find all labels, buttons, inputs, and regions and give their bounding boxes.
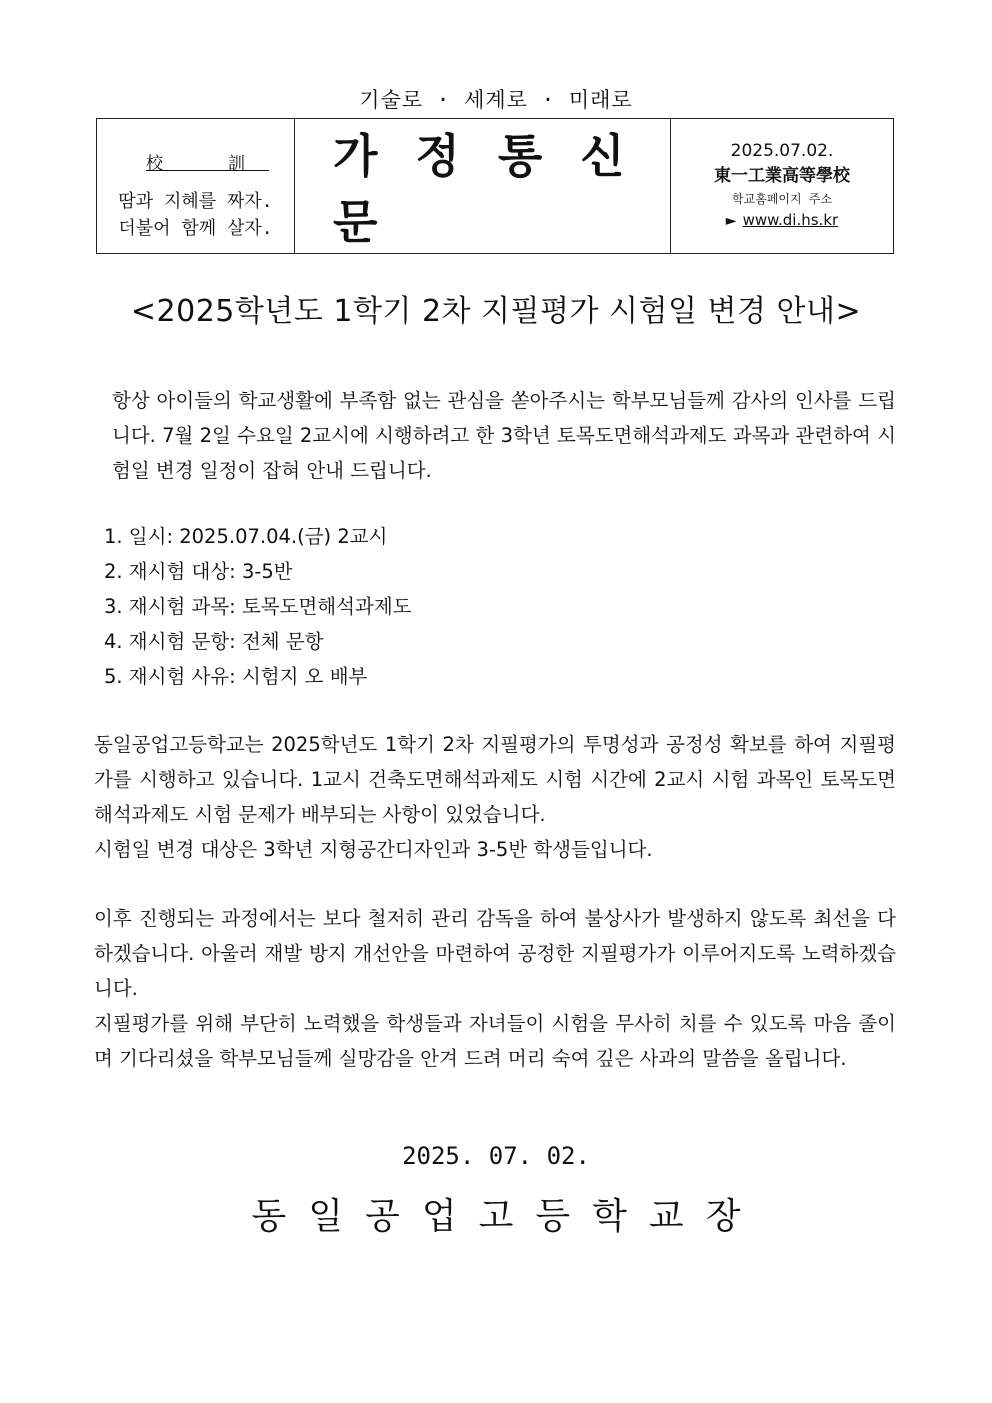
list-item: 3. 재시험 과목: 토목도면해석과제도 — [104, 595, 412, 618]
newsletter-header — [96, 118, 894, 254]
signature-date: 2025. 07. 02. — [402, 1142, 590, 1170]
homepage-label: 학교홈페이지 주소 — [732, 192, 832, 206]
school-name: 東一工業高等學校 — [714, 166, 850, 186]
school-slogan: 기술로 · 세계로 · 미래로 — [359, 88, 633, 112]
list-item: 2. 재시험 대상: 3-5반 — [104, 560, 293, 583]
list-item: 5. 재시험 사유: 시험지 오 배부 — [104, 665, 368, 688]
newsletter-title: 가정통신문 — [333, 129, 663, 249]
newsletter-title-cell — [295, 119, 671, 253]
school-motto-title: 校 訓 — [146, 154, 269, 174]
body-paragraph-1 — [94, 727, 896, 867]
school-motto-line-2: 더불어 함께 살자. — [118, 218, 273, 239]
school-motto-cell — [97, 119, 295, 253]
body-text-3: 이후 진행되는 과정에서는 보다 철저히 관리 감독을 하여 불상사가 발생하지 않도록 최선을 다하겠습니다. 아울러 재발 방지 개선안을 마련하여 공정한 지필평가가 이루어지도록 노력하겠습니다. — [94, 907, 896, 1000]
issue-date: 2025.07.02. — [730, 141, 834, 161]
notice-title: <2025학년도 1학기 2차 지필평가 시험일 변경 안내> — [130, 294, 862, 329]
list-item: 1. 일시: 2025.07.04.(금) 2교시 — [104, 525, 388, 548]
homepage-link[interactable]: www.di.hs.kr — [742, 211, 839, 229]
homepage-url-row — [671, 209, 893, 232]
intro-text: 항상 아이들의 학교생활에 부족함 없는 관심을 쏟아주시는 학부모님들께 감사의 인사를 드립니다. 7월 2일 수요일 2교시에 시행하려고 한 3학년 토목도면해석과제도 과목과 관련하여 시험일 변경 일정이 잡혀 안내 드립니다. — [112, 389, 896, 482]
body-text-4: 지필평가를 위해 부단히 노력했을 학생들과 자녀들이 시험을 무사히 치를 수 있도록 마음 졸이며 기다리셨을 학부모님들께 실망감을 안겨 드려 머리 숙여 깊은 사과의 말씀을 올립니다. — [94, 1012, 896, 1070]
principal-signature: 동일공업고등학교장 — [251, 1196, 763, 1237]
school-info-cell — [671, 119, 893, 253]
list-item: 4. 재시험 문항: 전체 문항 — [104, 630, 324, 653]
school-motto-line-1: 땀과 지혜를 짜자. — [118, 191, 273, 212]
body-paragraph-2 — [94, 901, 896, 1076]
body-text-1: 동일공업고등학교는 2025학년도 1학기 2차 지필평가의 투명성과 공정성 확보를 하여 지필평가를 시행하고 있습니다. 1교시 건축도면해석과제도 시험 시간에 2교시 시험 과목인 토목도면해석과제도 시험 문제가 배부되는 사항이 있었습니다. — [94, 733, 896, 826]
intro-paragraph — [112, 383, 896, 488]
arrow-right-icon: ► — [725, 213, 737, 229]
body-text-2: 시험일 변경 대상은 3학년 지형공간디자인과 3-5반 학생들입니다. — [94, 838, 653, 861]
retest-details-list — [104, 519, 412, 694]
